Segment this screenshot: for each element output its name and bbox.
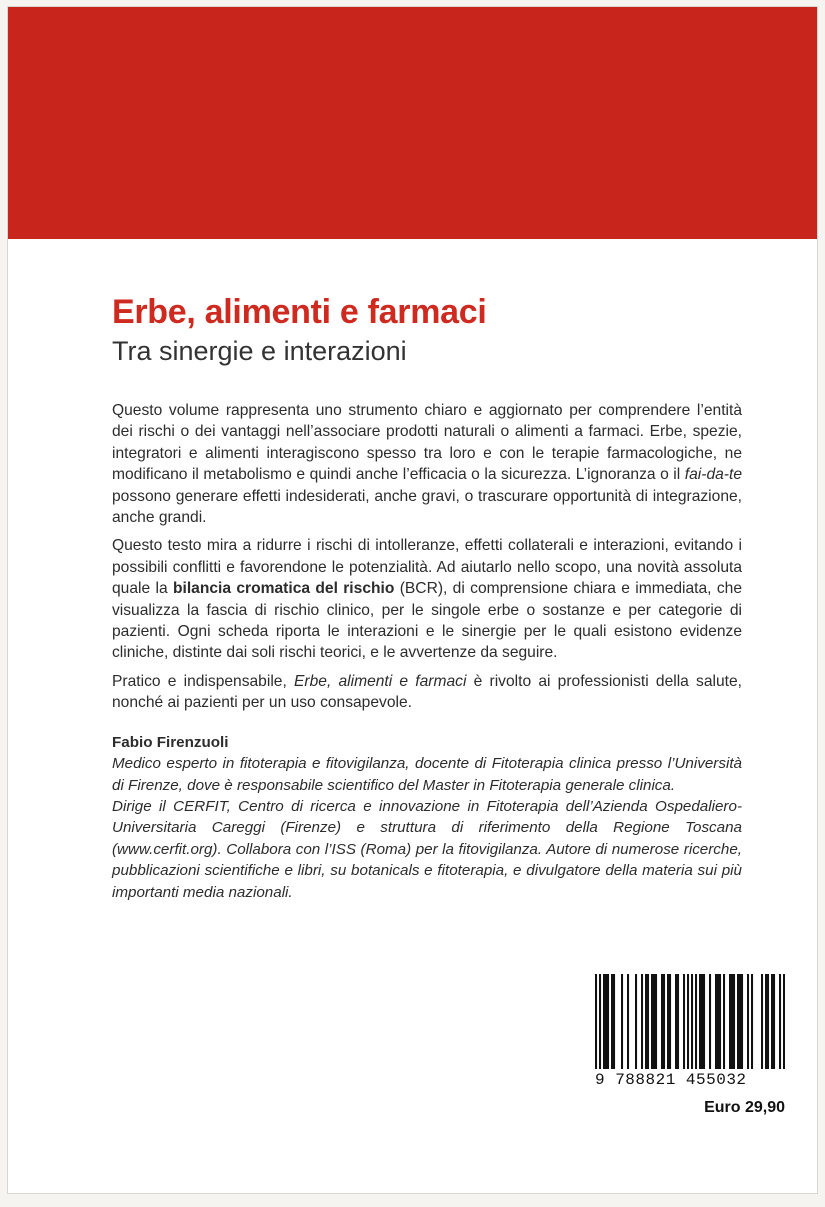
barcode-bar <box>605 974 607 1069</box>
barcode-bar <box>739 974 741 1069</box>
barcode-bar <box>661 974 663 1069</box>
barcode-bar <box>611 974 613 1069</box>
author-bio-2: Dirige il CERFIT, Centro di ricerca e innovazione in Fitoterapia dell’Azienda Ospedaliero-Universitaria Careggi (Firenze) e struttura di riferimento della Regione Toscana (www.cerfit.org). Collabora con l’ISS (Roma) per la fitovigilanza. Autore di numerose ricerche, pubblicazioni scientifiche e libri, su botanicals e fitoterapia, e divulgatore della materia sui più importanti media nazionali. <box>112 797 742 901</box>
barcode-bar <box>683 974 685 1069</box>
barcode-bar <box>699 974 701 1069</box>
barcode-bar <box>599 974 601 1069</box>
barcode-bar <box>669 974 671 1069</box>
barcode-bar <box>771 974 773 1069</box>
barcode-bar <box>761 974 763 1069</box>
barcode-digits: 9 788821 455032 <box>595 1071 747 1089</box>
barcode-bar <box>687 974 689 1069</box>
barcode-bar <box>621 974 623 1069</box>
description-paragraph-2: Questo testo mira a ridurre i rischi di intolleranze, effetti collaterali e interazioni, evitando i possibili conflitti e favorendone le potenzialità. Ad aiutarlo nello scopo, una novità assoluta quale la bilancia cromatica del rischio (BCR), di comprensione chiara e immediata, che visualizza la fascia di rischio clinico, per le singole erbe o sostanze e per categorie di pazienti. Ogni scheda riporta le interazioni e le sinergie per le quali esistono evidenze cliniche, distinte dai soli rischi teorici, e le avvertenze da seguire. <box>112 537 742 662</box>
barcode-bar <box>647 974 649 1069</box>
barcode-bar <box>767 974 769 1069</box>
barcode-bar <box>717 974 719 1069</box>
barcode-image <box>595 974 785 1069</box>
barcode-bar <box>675 974 677 1069</box>
barcode-bar <box>653 974 655 1069</box>
barcode-bar <box>751 974 753 1069</box>
barcode-bar <box>667 974 669 1069</box>
barcode-block <box>595 974 795 1117</box>
author-section <box>112 732 742 903</box>
barcode-bar <box>783 974 785 1069</box>
barcode-bar <box>595 974 597 1069</box>
barcode-bar <box>627 974 629 1069</box>
barcode-bar <box>731 974 733 1069</box>
barcode-bar <box>729 974 731 1069</box>
barcode-bar <box>701 974 703 1069</box>
author-bio-1: Medico esperto in fitoterapia e fitovigilanza, docente di Fitoterapia clinica presso l’Università di Firenze, dove è responsabile scientifico del Master in Fitoterapia generale clinica. <box>112 755 742 794</box>
barcode-bar <box>677 974 679 1069</box>
barcode-bar <box>779 974 781 1069</box>
cover-content <box>112 292 742 903</box>
barcode-bar <box>651 974 653 1069</box>
barcode-bar <box>773 974 775 1069</box>
barcode-bar <box>613 974 615 1069</box>
barcode-bar <box>641 974 643 1069</box>
barcode-bar <box>709 974 711 1069</box>
book-subtitle: Tra sinergie e interazioni <box>112 336 407 366</box>
barcode-bar <box>765 974 767 1069</box>
barcode-bar <box>741 974 743 1069</box>
barcode-bar <box>695 974 697 1069</box>
description-paragraph-1: Questo volume rappresenta uno strumento chiaro e aggiornato per comprendere l’entità dei rischi o dei vantaggi nell’associare prodotti naturali o alimenti a farmaci. Erbe, spezie, integratori e alimenti interagiscono spesso tra loro e con le terapie farmacologiche, ne modificano il metabolismo e quindi anche l’efficacia o la sicurezza. L’ignoranza o il fai-da-te possono generare effetti indesiderati, anche gravi, o trascurare opportunità di integrazione, anche grandi. <box>112 402 742 527</box>
barcode-bar <box>719 974 721 1069</box>
barcode-bar <box>603 974 605 1069</box>
barcode-bar <box>703 974 705 1069</box>
barcode-bar <box>691 974 693 1069</box>
book-back-cover <box>8 7 817 1193</box>
red-header-band <box>8 7 817 239</box>
barcode-bar <box>723 974 725 1069</box>
barcode-bar <box>663 974 665 1069</box>
author-name: Fabio Firenzuoli <box>112 733 229 751</box>
book-title: Erbe, alimenti e farmaci <box>112 293 487 331</box>
book-description <box>112 400 742 714</box>
price-label: Euro 29,90 <box>704 1099 785 1116</box>
barcode-bar <box>645 974 647 1069</box>
description-paragraph-3: Pratico e indispensabile, Erbe, alimenti e farmaci è rivolto ai professionisti della salute, nonché ai pazienti per un uso consapevole. <box>112 672 742 712</box>
barcode-bar <box>655 974 657 1069</box>
barcode-bar <box>733 974 735 1069</box>
barcode-bar <box>747 974 749 1069</box>
barcode-bar <box>607 974 609 1069</box>
barcode-bar <box>737 974 739 1069</box>
barcode-bar <box>635 974 637 1069</box>
barcode-bar <box>715 974 717 1069</box>
